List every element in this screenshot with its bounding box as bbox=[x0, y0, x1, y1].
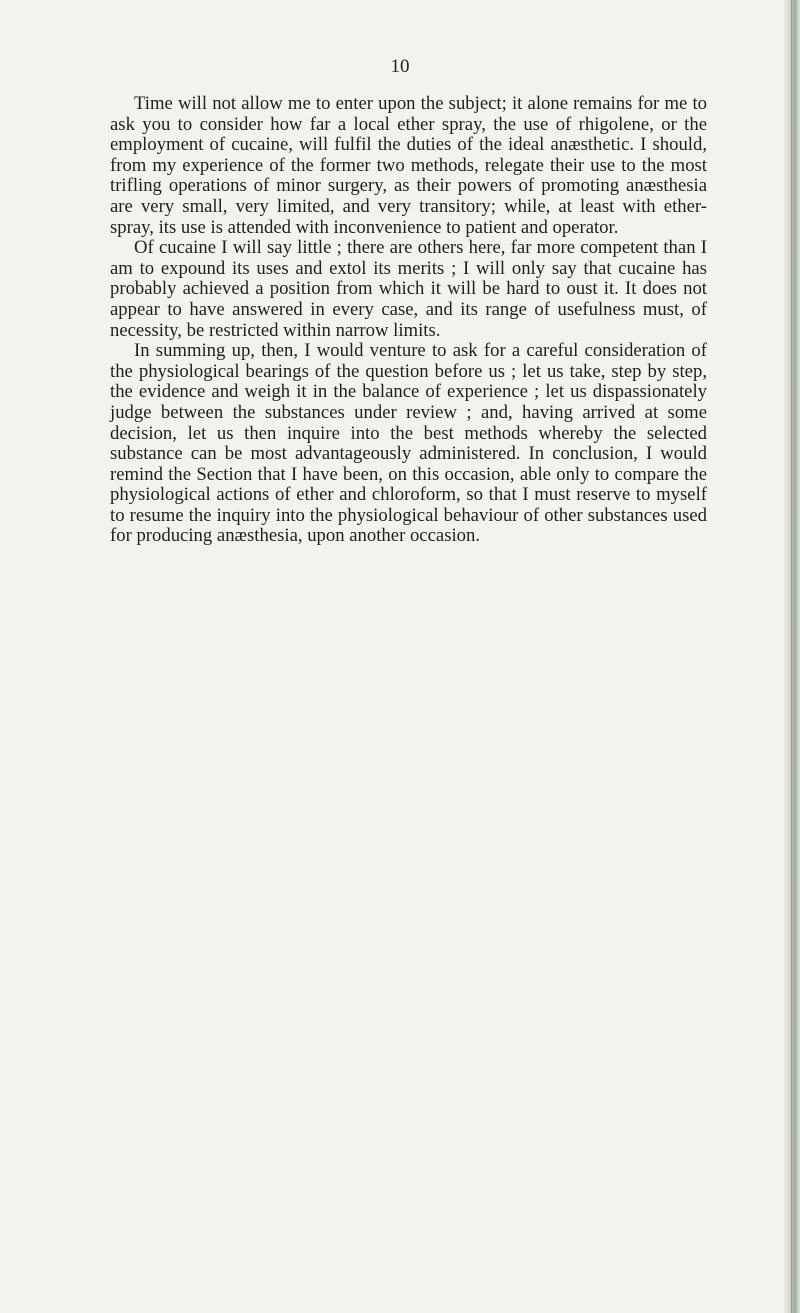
binding-line bbox=[791, 0, 792, 1313]
paragraph-3: In summing up, then, I would venture to ask for a careful consideration of the physiological bearings of the question before us ; let us take, step by step, the evidence and weigh it in the balance of experience ; let us dispassionately judge between the substances under review ; and, having arrived at some decision, let us then inquire into the best methods whereby the selected substance can be most advantageously administered. In conclusion, I would remind the Section that I have been, on this occasion, able only to compare the physiological actions of ether and chloroform, so that I must reserve to myself to resume the inquiry into the physiological behaviour of other substances used for producing anæsthesia, upon another occasion. bbox=[110, 340, 707, 547]
page-number: 10 bbox=[390, 56, 410, 77]
paragraph-2: Of cucaine I will say little ; there are others here, far more competent than I am to expound its uses and extol its merits ; I will only say that cucaine has probably achieved a position from which it will be hard to oust it. It does not appear to have answered in every case, and its range of usefulness must, of necessity, be restricted within narrow limits. bbox=[110, 237, 707, 341]
body-text bbox=[110, 94, 707, 547]
paragraph-1: Time will not allow me to enter upon the subject; it alone remains for me to ask you to consider how far a local ether spray, the use of rhigolene, or the employment of cucaine, will fulfil the duties of the ideal anæsthetic. I should, from my experience of the former two methods, relegate their use to the most trifling operations of minor surgery, as their powers of promoting anæsthesia are very small, very limited, and very transitory; while, at least with ether-spray, its use is attended with inconvenience to patient and operator. bbox=[110, 93, 707, 238]
page-binding-edge bbox=[784, 0, 800, 1313]
